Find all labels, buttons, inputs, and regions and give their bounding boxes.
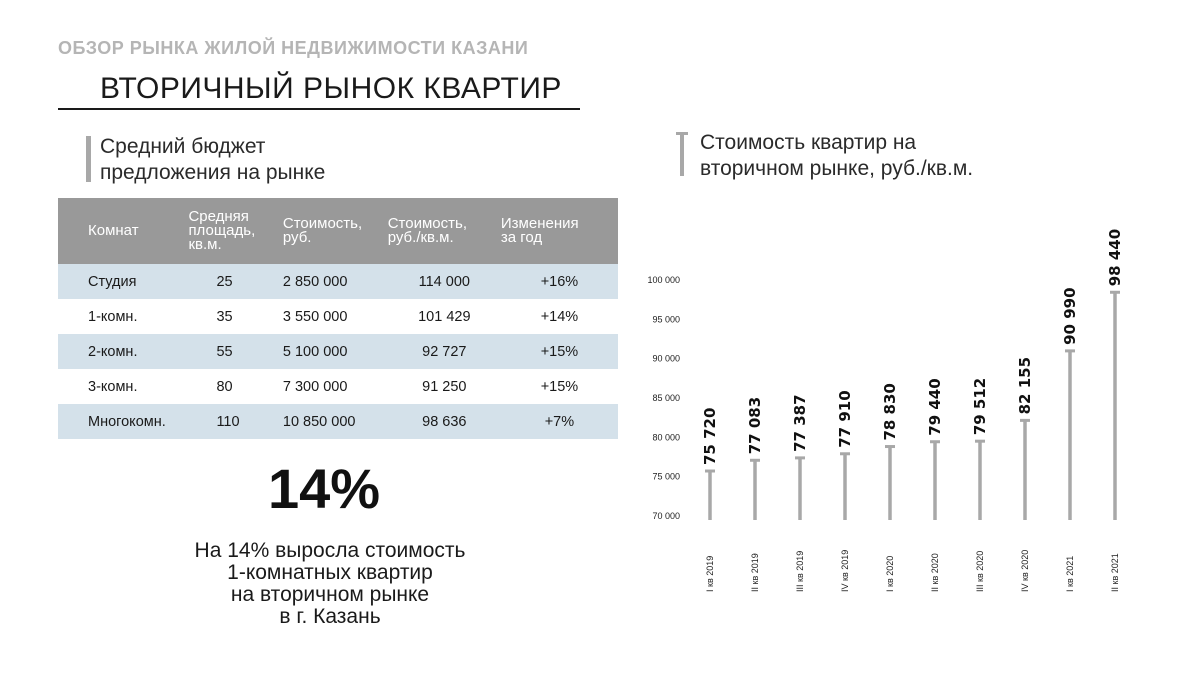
column-header-line: Стоимость, (387, 215, 467, 232)
bar (798, 458, 802, 520)
table-row (58, 299, 618, 334)
data-label: 98 440 (1106, 228, 1124, 287)
section-marker (86, 136, 91, 182)
table-cell: 101 429 (418, 308, 471, 325)
column-header-line: Комнат (88, 222, 139, 239)
column-header (188, 198, 282, 264)
highlight-line4: в г. Казань (279, 605, 381, 628)
bar (888, 447, 892, 520)
table-row (58, 264, 618, 299)
table-row (58, 404, 618, 439)
table-cell: +15% (501, 334, 618, 369)
y-tick-label: 70 000 (652, 511, 680, 521)
bar (1068, 351, 1072, 520)
table-row (58, 334, 618, 369)
chart-title (700, 130, 973, 182)
y-tick-label: 80 000 (652, 432, 680, 443)
table-cell: 2 850 000 (283, 264, 388, 299)
bar-cap (750, 459, 760, 462)
bar-cap (1110, 291, 1120, 294)
y-tick-label: 95 000 (652, 314, 680, 325)
x-tick-label: I кв 2021 (1065, 555, 1075, 592)
chart-title-line1: Стоимость квартир на (700, 131, 917, 154)
budget-title-line2: предложения на рынке (100, 161, 326, 184)
table-cell: 110 (188, 404, 282, 439)
bar-cap (1020, 419, 1030, 422)
y-tick-label: 75 000 (652, 471, 680, 482)
column-header (388, 198, 501, 264)
table-cell: 1-комн. (88, 308, 138, 325)
table-cell: 5 100 000 (283, 334, 388, 369)
column-header (58, 198, 188, 264)
table-cell: 35 (216, 308, 233, 325)
highlight-line3: на вторичном рынке (230, 583, 430, 606)
table-cell: 25 (188, 264, 282, 299)
x-tick-label: II кв 2019 (750, 553, 760, 592)
report-overline: ОБЗОР РЫНКА ЖИЛОЙ НЕДВИЖИМОСТИ КАЗАНИ (58, 38, 529, 58)
x-tick-label: II кв 2020 (930, 553, 940, 592)
bar-cap (795, 456, 805, 459)
data-label: 82 155 (1016, 356, 1034, 415)
data-label: 75 720 (701, 407, 719, 466)
x-tick-label: IV кв 2019 (840, 549, 850, 592)
table-cell: Студия (58, 264, 188, 299)
x-tick-label: III кв 2019 (795, 550, 805, 592)
x-tick-label: I кв 2019 (705, 555, 715, 592)
x-tick-label: IV кв 2020 (1020, 549, 1030, 592)
table-header-row (58, 198, 618, 264)
column-header (501, 198, 618, 264)
table-cell: +7% (501, 404, 618, 439)
column-header-line: Стоимость, (282, 215, 363, 232)
table-cell: Многокомн. (58, 404, 188, 439)
table-cell: 55 (188, 334, 282, 369)
price-bar-chart (630, 190, 1170, 610)
column-header-line: Изменения (500, 215, 579, 232)
table-cell: 3 550 000 (282, 308, 348, 325)
budget-title-line1: Средний бюджет (100, 135, 266, 158)
bar-cap (840, 452, 850, 455)
budget-section-title (100, 134, 325, 186)
highlight-text (120, 540, 540, 628)
highlight-percent: 14% (268, 457, 381, 520)
chart-title-marker (680, 132, 684, 176)
column-header-line: за год (500, 229, 543, 246)
column-header-line: руб. (282, 229, 312, 246)
bar (1113, 292, 1117, 520)
column-header-line: Средняя (188, 208, 249, 225)
x-tick-label: III кв 2020 (975, 550, 985, 592)
highlight-line1: На 14% выросла стоимость (194, 539, 466, 562)
table-cell: 114 000 (388, 264, 501, 299)
bar (933, 442, 937, 520)
page-title: ВТОРИЧНЫЙ РЫНОК КВАРТИР (100, 72, 562, 105)
x-tick-label: I кв 2020 (885, 555, 895, 592)
bar-cap (930, 440, 940, 443)
table-cell: 92 727 (388, 334, 501, 369)
highlight-line2: 1-комнатных квартир (227, 561, 433, 584)
column-header-line: руб./кв.м. (387, 229, 454, 246)
bar (1023, 420, 1027, 520)
table-cell: 2-комн. (58, 334, 188, 369)
bar-cap (975, 440, 985, 443)
data-label: 79 512 (971, 377, 989, 436)
bar-cap (1065, 349, 1075, 352)
chart-title-line2: вторичном рынке, руб./кв.м. (700, 157, 974, 180)
data-label: 77 083 (746, 396, 764, 455)
bar-cap (705, 470, 715, 473)
bar (978, 441, 982, 520)
table-body (58, 264, 618, 439)
bar-cap (885, 445, 895, 448)
table-cell: +14% (540, 308, 579, 325)
y-tick-label: 85 000 (652, 393, 680, 403)
table-cell: 3-комн. (88, 378, 138, 395)
column-header-line: площадь, (188, 222, 256, 239)
y-tick-label: 90 000 (652, 353, 680, 364)
x-tick-label: II кв 2021 (1110, 553, 1120, 592)
bar (708, 471, 712, 520)
data-label: 90 990 (1061, 287, 1079, 345)
budget-table (58, 198, 618, 439)
table-cell: +16% (501, 264, 618, 299)
data-label: 77 910 (836, 390, 854, 448)
table-row (58, 369, 618, 404)
bar (753, 460, 757, 520)
data-label: 79 440 (926, 378, 944, 436)
data-label: 77 387 (791, 394, 809, 452)
table-cell: +15% (540, 378, 579, 395)
table-cell: 10 850 000 (283, 404, 388, 439)
column-header (283, 198, 388, 264)
table-cell: 80 (216, 378, 233, 395)
title-divider (58, 108, 580, 110)
bar (843, 454, 847, 520)
column-header-line: кв.м. (188, 236, 222, 253)
table-cell: 98 636 (388, 404, 501, 439)
y-tick-label: 100 000 (647, 275, 680, 285)
table-cell: 91 250 (422, 378, 467, 395)
table-cell: 7 300 000 (282, 378, 348, 395)
data-label: 78 830 (881, 383, 899, 441)
